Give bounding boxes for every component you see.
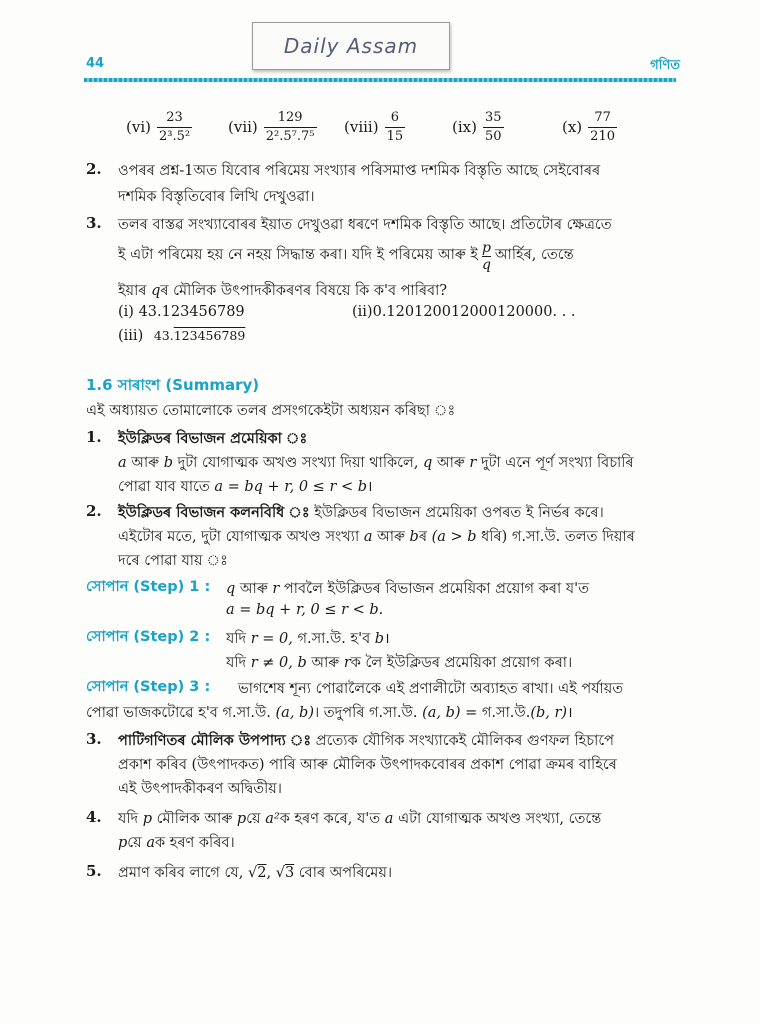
- fraction: $\frac{23}{\text{2³.5²}}$: [158, 109, 191, 144]
- question-number: 3.: [86, 214, 102, 232]
- question-2-line-1: ওপৰৰ প্ৰশ্ন-1অত যিবোৰ পৰিমেয় সংখ্যাৰ পৰিসমাপ্ত দশমিক বিস্তৃতি আছে সেইবোৰৰ: [118, 163, 601, 179]
- option-i: (i) 43.123456789: [118, 304, 245, 320]
- p-over-q-fraction: p q: [481, 239, 491, 273]
- step-1-equation: a = bq + r, 0 ≤ r < b.: [226, 602, 384, 618]
- step-3-line-2: পোৱা ভাজকটোৱে হ'ব গ.সা.উ. (a, b)। তদুপৰি গ.সা.উ. (a, b) = গ.সা.উ.(b, r)।: [86, 705, 573, 721]
- step-2-label: সোপান (Step) 2 :: [86, 629, 211, 645]
- fraction-label: (ix): [452, 118, 477, 136]
- fractions-row: [118, 104, 718, 150]
- option-ii: (ii)0.120120012000120000. . .: [352, 304, 576, 320]
- summary-point-number: 3.: [86, 730, 102, 748]
- watermark-stamp: Daily Assam: [252, 22, 450, 70]
- summary-point-number: 5.: [86, 862, 102, 880]
- summary-point-3-line-2: প্ৰকাশ কৰিব (উৎপাদকত) পাৰি আৰু মৌলিক উৎপাদকবোৰৰ প্ৰকাশ পোৱা ক্ৰমৰ বাহিৰে: [118, 757, 617, 773]
- summary-point-4-line-1: যদি p মৌলিক আৰু pয়ে a²ক হৰণ কৰে, য'ত a এটা যোগাত্মক অখণ্ড সংখ্যা, তেন্তে: [118, 811, 602, 827]
- summary-intro: এই অধ্যায়ত তোমালোকে তলৰ প্ৰসংগকেইটা অধ্যয়ন কৰিছা ঃ: [86, 403, 456, 419]
- summary-point-3-line-3: এই উৎপাদকীকৰণ অদ্বিতীয়।: [118, 781, 282, 797]
- summary-point-4-line-2: pয়ে aক হৰণ কৰিব।: [118, 835, 235, 851]
- step-2-line-1: যদি r = 0, গ.সা.উ. হ'ব b।: [226, 631, 390, 647]
- fraction-item: [452, 104, 504, 150]
- sqrt-3: √3: [275, 865, 295, 881]
- summary-point-1-line-2: পোৱা যাব যাতে a = bq + r, 0 ≤ r < b।: [118, 479, 373, 495]
- fraction-item: [562, 104, 617, 150]
- fraction-label: (x): [562, 118, 583, 136]
- summary-heading: 1.6 সাৰাংশ (Summary): [86, 376, 260, 394]
- page-number: 44: [86, 56, 105, 71]
- option-iii: (iii) 43.123456789: [118, 328, 246, 344]
- summary-point-5-line-1: প্ৰমাণ কৰিব লাগে যে, √2, √3 বোৰ অপৰিমেয়।: [118, 865, 393, 881]
- fraction: $\frac{6}{15}$: [386, 109, 404, 144]
- fraction: $\frac{129}{\text{2².5⁷.7⁵}}$: [265, 109, 315, 144]
- sqrt-2: √2: [248, 865, 267, 881]
- question-number: 2.: [86, 160, 102, 178]
- step-3-line-1: ভাগশেষ শূন্য পোৱালৈকে এই প্ৰণালীটো অব্যাহত ৰাখা। এই পৰ্যায়ত: [238, 681, 624, 697]
- summary-point-2-line-2: এইটোৰ মতে, দুটা যোগাত্মক অখণ্ড সংখ্যা a আৰু bৰ (a > b ধৰি) গ.সা.উ. তলত দিয়াৰ: [118, 529, 635, 545]
- fraction-label: (viii): [344, 118, 379, 136]
- step-1-line-1: q আৰু r পাবলৈ ইউক্লিডৰ বিভাজন প্ৰমেয়িকা প্ৰয়োগ কৰা য'ত: [226, 581, 589, 597]
- subject-title: গণিত: [650, 58, 680, 73]
- question-3-line-2: ই এটা পৰিমেয় হয় নে নহয় সিদ্ধান্ত কৰা। যদি ই পৰিমেয় আৰু ই p q আৰ্হিৰ, তেন্তে: [118, 239, 574, 273]
- fraction-item: [344, 104, 405, 150]
- summary-point-number: 1.: [86, 428, 102, 446]
- step-2-line-2: যদি r ≠ 0, b আৰু rক লৈ ইউক্লিডৰ প্ৰমেয়িকা প্ৰয়োগ কৰা।: [226, 655, 573, 671]
- step-1-label: সোপান (Step) 1 :: [86, 579, 211, 595]
- summary-point-1-title: ইউক্লিডৰ বিভাজন প্ৰমেয়িকা ঃ: [118, 430, 308, 447]
- fraction-item: [126, 104, 192, 150]
- summary-point-number: 4.: [86, 808, 102, 826]
- step-3-label: সোপান (Step) 3 :: [86, 679, 211, 695]
- question-2-line-2: দশমিক বিস্তৃতিবোৰ লিখি দেখুওৱা।: [118, 189, 315, 205]
- question-3-line-3: ইয়াৰ qৰ মৌলিক উৎপাদকীকৰণৰ বিষয়ে কি ক'ব পাৰিবা?: [118, 283, 448, 299]
- summary-point-2-line-3: দৰে পোৱা যায় ঃ: [118, 553, 228, 569]
- fraction-item: [228, 104, 317, 150]
- fraction: $\frac{77}{210}$: [590, 109, 615, 144]
- question-3-line-1: তলৰ বাস্তৱ সংখ্যাবোৰৰ ইয়াত দেখুওৱা ধৰণে দশমিক বিস্তৃতি আছে। প্ৰতিটোৰ ক্ষেত্ৰতে: [118, 217, 612, 233]
- fraction: $\frac{35}{50}$: [484, 109, 502, 144]
- summary-point-1-line-1: a আৰু b দুটা যোগাত্মক অখণ্ড সংখ্যা দিয়া থাকিলে, q আৰু r দুটা এনে পূৰ্ণ সংখ্যা বিচাৰি: [118, 455, 634, 471]
- summary-point-3-line-1: পাটিগণিতৰ মৌলিক উপপাদ্য ঃ প্ৰত্যেক যৌগিক সংখ্যাকেই মৌলিকৰ গুণফল হিচাপে: [118, 732, 614, 749]
- summary-point-number: 2.: [86, 502, 102, 520]
- header-rule: [84, 78, 676, 82]
- fraction-label: (vii): [228, 118, 258, 136]
- summary-point-2-line-1: ইউক্লিডৰ বিভাজন কলনবিধি ঃ ইউক্লিডৰ বিভাজন প্ৰমেয়িকা ওপৰত ই নিৰ্ভৰ কৰে।: [118, 504, 604, 521]
- fraction-label: (vi): [126, 118, 151, 136]
